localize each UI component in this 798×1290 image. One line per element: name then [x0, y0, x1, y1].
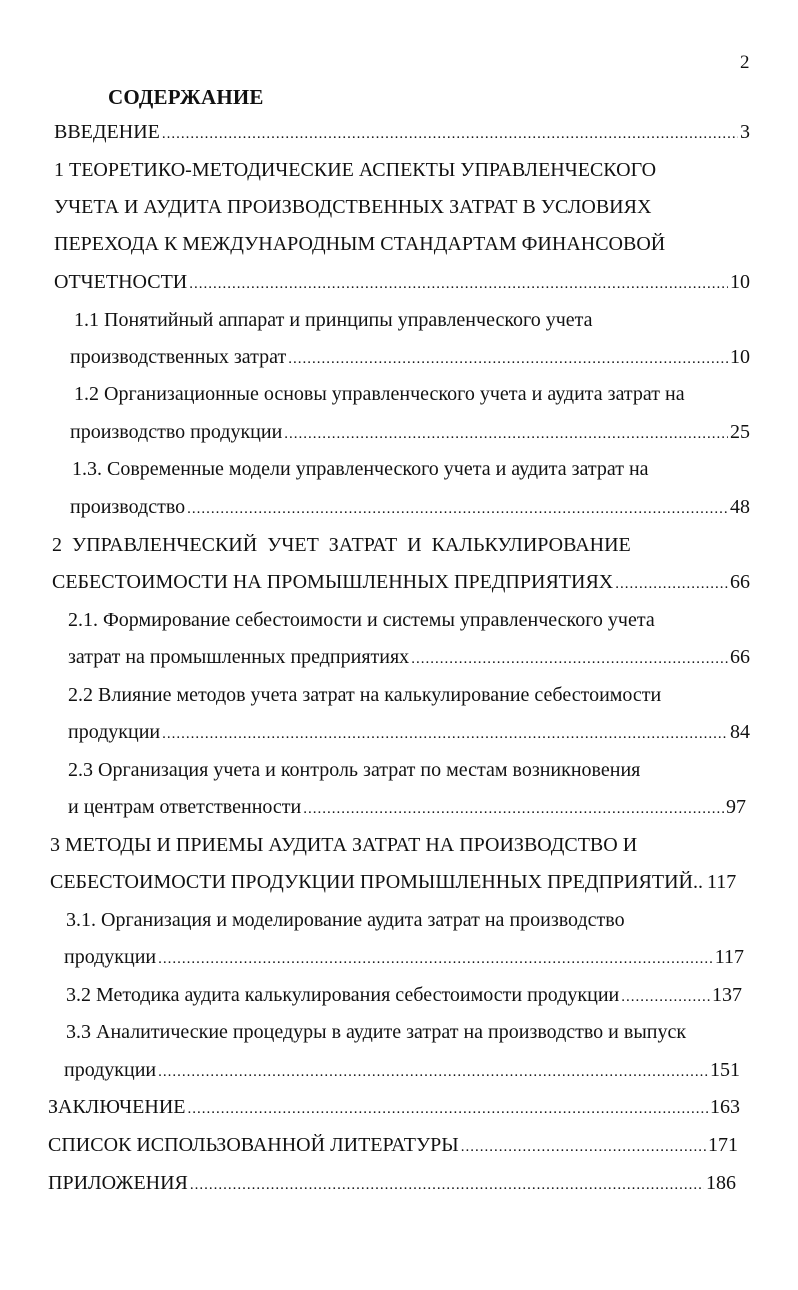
toc-leader-dots	[615, 572, 728, 596]
page-number: 2	[740, 52, 750, 73]
toc-entry-text: 3.2 Методика аудита калькулирования себестоимости продукции	[66, 984, 620, 1006]
toc-entry-page: 66	[730, 646, 750, 668]
toc-entry-page: 151	[710, 1059, 740, 1081]
toc-entry-page: 84	[730, 721, 750, 743]
toc-leader-dots	[189, 272, 728, 296]
toc-entry-section-2-1[interactable]	[68, 645, 750, 671]
toc-entry-page: 3	[740, 121, 750, 143]
toc-entry-chapter-2-line[interactable]: 2 УПРАВЛЕНЧЕСКИЙ УЧЕТ ЗАТРАТ И КАЛЬКУЛИРОВАНИЕ	[52, 534, 631, 556]
toc-entry-section-2-2-line[interactable]: 2.2 Влияние методов учета затрат на калькулирование себестоимости	[68, 684, 662, 706]
toc-entry-chapter-3[interactable]	[50, 870, 744, 894]
toc-entry-page: 48	[730, 496, 750, 518]
toc-entry-section-1-1-line[interactable]: 1.1 Понятийный аппарат и принципы управленческого учета	[74, 309, 593, 331]
toc-entry-page: 10	[730, 346, 750, 368]
toc-entry-section-1-2[interactable]	[70, 420, 750, 446]
toc-leader-dots	[162, 122, 738, 146]
toc-entry-chapter-2[interactable]	[52, 570, 750, 596]
toc-entry-page: 117	[714, 946, 744, 968]
toc-entry-page: 25	[730, 421, 750, 443]
toc-entry-chapter-1-line[interactable]: УЧЕТА И АУДИТА ПРОИЗВОДСТВЕННЫХ ЗАТРАТ В УСЛОВИЯХ	[54, 196, 652, 218]
toc-entry-page: 171	[708, 1134, 738, 1156]
toc-entry-page: 66	[730, 571, 750, 593]
toc-entry-section-1-2-line[interactable]: 1.2 Организационные основы управленческого учета и аудита затрат на	[74, 383, 685, 405]
toc-entry-text: производство	[70, 496, 186, 518]
toc-leader-dots	[162, 722, 728, 746]
toc-leader-dots	[621, 985, 710, 1009]
toc-entry-section-1-3-line[interactable]: 1.3. Современные модели управленческого учета и аудита затрат на	[72, 458, 649, 480]
toc-entry-chapter-1-line[interactable]: 1 ТЕОРЕТИКО-МЕТОДИЧЕСКИЕ АСПЕКТЫ УПРАВЛЕНЧЕСКОГО	[54, 159, 657, 181]
toc-entry-text: СЕБЕСТОИМОСТИ НА ПРОМЫШЛЕННЫХ ПРЕДПРИЯТИЯХ	[52, 571, 614, 593]
toc-entry-text: и центрам ответственности	[68, 796, 302, 818]
toc-entry-text: продукции	[68, 721, 161, 743]
toc-entry-page: 10	[730, 271, 750, 293]
toc-entry-section-3-3-line[interactable]: 3.3 Аналитические процедуры в аудите затрат на производство и выпуск	[66, 1021, 687, 1043]
toc-leader-dots	[411, 647, 728, 671]
toc-leader-dots	[187, 1097, 708, 1121]
toc-entry-section-1-3[interactable]	[70, 495, 750, 521]
toc-entry-page: 186	[706, 1172, 736, 1194]
toc-entry-text: продукции	[64, 946, 157, 968]
toc-entry-section-2-3[interactable]	[68, 795, 746, 821]
toc-entry-section-2-3-line[interactable]: 2.3 Организация учета и контроль затрат по местам возникновения	[68, 759, 641, 781]
toc-entry-appendices[interactable]	[48, 1171, 736, 1197]
toc-entry-text: продукции	[64, 1059, 157, 1081]
toc-leader-dots	[284, 422, 728, 446]
toc-entry-introduction[interactable]	[54, 120, 750, 146]
toc-entry-chapter-3-line[interactable]: 3 МЕТОДЫ И ПРИЕМЫ АУДИТА ЗАТРАТ НА ПРОИЗВОДСТВО И	[50, 834, 638, 856]
toc-entry-section-2-1-line[interactable]: 2.1. Формирование себестоимости и системы управленческого учета	[68, 609, 655, 631]
toc-entry-text: СЕБЕСТОИМОСТИ ПРОДУКЦИИ ПРОМЫШЛЕННЫХ ПРЕДПРИЯТИЙ..	[50, 871, 703, 893]
toc-entry-page: 97	[726, 796, 746, 818]
toc-entry-section-1-1[interactable]	[70, 345, 750, 371]
toc-entry-section-3-1-line[interactable]: 3.1. Организация и моделирование аудита затрат на производство	[66, 909, 625, 931]
toc-entry-page: 163	[710, 1096, 740, 1118]
toc-entry-conclusion[interactable]	[48, 1095, 740, 1121]
toc-leader-dots	[187, 497, 728, 521]
toc-entry-text: производство продукции	[70, 421, 283, 443]
toc-entry-references[interactable]	[48, 1133, 738, 1159]
toc-entry-text: СПИСОК ИСПОЛЬЗОВАННОЙ ЛИТЕРАТУРЫ	[48, 1134, 459, 1156]
toc-entry-text: ПРИЛОЖЕНИЯ	[48, 1172, 188, 1194]
toc-leader-dots	[303, 797, 724, 821]
toc-leader-dots	[461, 1135, 706, 1159]
toc-entry-section-3-1[interactable]	[64, 945, 744, 971]
toc-title: СОДЕРЖАНИЕ	[108, 85, 264, 109]
toc-entry-text: ОТЧЕТНОСТИ	[54, 271, 188, 293]
toc-leader-dots	[158, 1060, 708, 1084]
toc-entry-section-3-2[interactable]	[66, 983, 742, 1009]
toc-leader-dots	[158, 947, 713, 971]
toc-entry-section-2-2[interactable]	[68, 720, 750, 746]
toc-leader-dots	[190, 1173, 704, 1197]
toc-entry-chapter-1[interactable]	[54, 270, 750, 296]
toc-entry-text: ЗАКЛЮЧЕНИЕ	[48, 1096, 186, 1118]
toc-entry-text: затрат на промышленных предприятиях	[68, 646, 410, 668]
toc-entry-page: 117	[706, 871, 737, 893]
toc-entry-text: производственных затрат	[70, 346, 287, 368]
toc-entry-page: 137	[712, 984, 742, 1006]
toc-entry-text: ВВЕДЕНИЕ	[54, 121, 160, 143]
toc-entry-section-3-3[interactable]	[64, 1058, 740, 1084]
toc-entry-chapter-1-line[interactable]: ПЕРЕХОДА К МЕЖДУНАРОДНЫМ СТАНДАРТАМ ФИНАНСОВОЙ	[54, 233, 666, 255]
toc-leader-dots	[288, 347, 728, 371]
